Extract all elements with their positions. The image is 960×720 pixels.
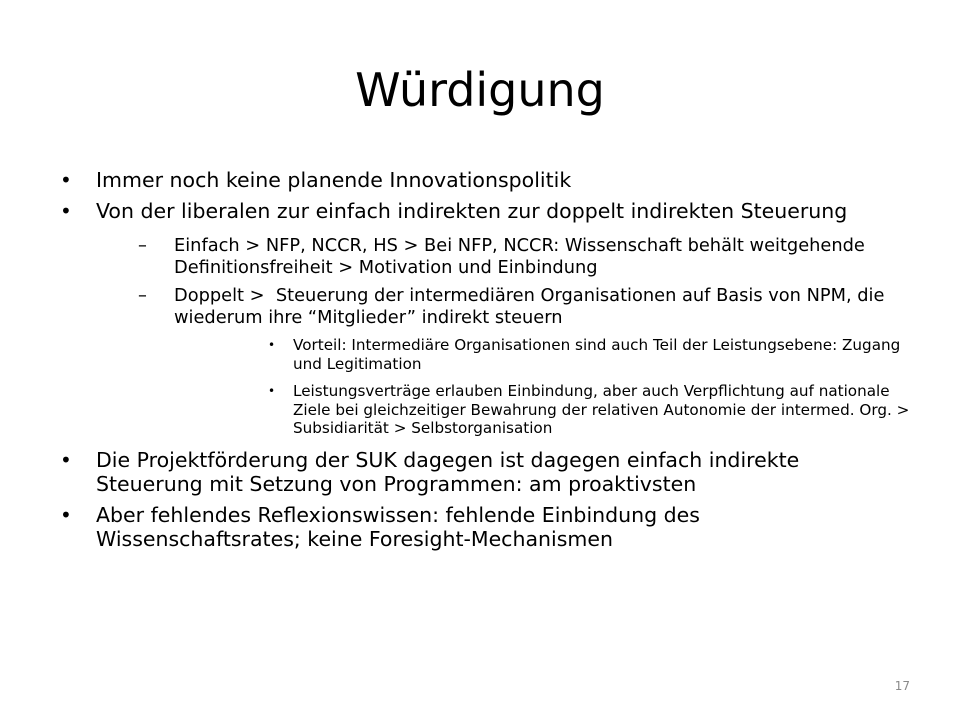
bullet-item bbox=[60, 199, 910, 438]
sub-sub-bullet-item bbox=[174, 382, 910, 438]
bullet-marker: • bbox=[268, 384, 276, 398]
sub-bullet-item bbox=[96, 285, 910, 438]
bullet-item bbox=[60, 168, 910, 192]
bullet-marker: • bbox=[60, 168, 72, 192]
bullet-item bbox=[60, 503, 910, 551]
bullet-text: Immer noch keine planende Innovationspolitik bbox=[96, 168, 572, 192]
dash-marker: – bbox=[138, 285, 147, 306]
dash-marker: – bbox=[138, 235, 147, 256]
bullet-item bbox=[60, 448, 910, 496]
sub-sub-bullet-text: Vorteil: Intermediäre Organisationen sind auch Teil der Leistungsebene: Zugang und Legitimation bbox=[293, 336, 901, 373]
sub-sub-bullet-list bbox=[174, 336, 910, 438]
bullet-marker: • bbox=[60, 199, 72, 223]
sub-sub-bullet-text: Leistungsverträge erlauben Einbindung, aber auch Verpflichtung auf nationale Ziele bei gleichzeitiger Bewahrung der relativen Autonomie der intermed. Org. > Subsidiarität > Selbstorganisation bbox=[293, 382, 910, 437]
sub-sub-bullet-item bbox=[174, 336, 910, 373]
bullet-text: Von der liberalen zur einfach indirekten zur doppelt indirekten Steuerung bbox=[96, 199, 848, 223]
slide-title: Würdigung bbox=[355, 63, 605, 117]
sub-bullet-list bbox=[96, 235, 910, 438]
bullet-list bbox=[60, 168, 910, 558]
sub-bullet-text: Einfach > NFP, NCCR, HS > Bei NFP, NCCR: Wissenschaft behält weitgehende Definitionsfreiheit > Motivation und Einbindung bbox=[174, 235, 865, 278]
bullet-text: Die Projektförderung der SUK dagegen ist dagegen einfach indirekte Steuerung mit Setzung von Programmen: am proaktivsten bbox=[96, 447, 800, 496]
bullet-marker: • bbox=[268, 338, 276, 352]
page-number: 17 bbox=[894, 679, 910, 693]
bullet-marker: • bbox=[60, 447, 72, 472]
bullet-text: Aber fehlendes Reflexionswissen: fehlende Einbindung des Wissenschaftsrates; keine Foresight-Mechanismen bbox=[96, 502, 700, 551]
sub-bullet-item bbox=[96, 235, 910, 278]
sub-bullet-text: Doppelt > Steuerung der intermediären Organisationen auf Basis von NPM, die wiederum ihre “Mitglieder” indirekt steuern bbox=[174, 285, 885, 328]
bullet-marker: • bbox=[60, 502, 72, 527]
